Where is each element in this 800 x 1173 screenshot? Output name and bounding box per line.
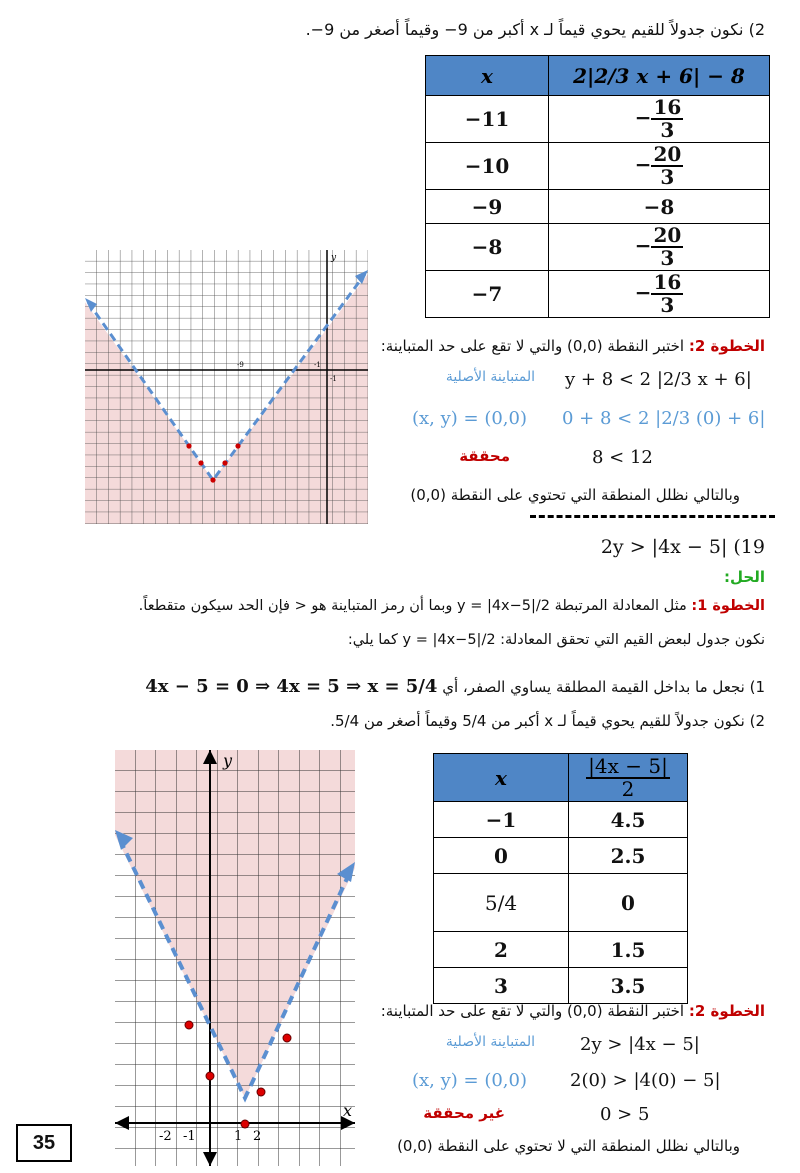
x-cell: −7 [426,271,549,318]
part1-value-table [425,55,770,318]
step-text: اختبر النقطة (0,0) والتي لا تقع على حد المتباينة: [380,1002,685,1020]
tick-label: -1 [183,1129,196,1144]
line-expr: 2y > |4x − 5| [580,1034,700,1055]
line-expr: 2(0) > |4(0) − 5| [570,1070,721,1091]
x-axis-label: x [343,1101,353,1120]
page-number: 35 [16,1124,72,1162]
x-cell: 5/4 [434,874,569,932]
tick-label: -9 [237,361,244,369]
y-cell: 3.5 [569,968,688,1004]
y-cell: − $\frac{16}{3}$ [549,96,770,143]
x-cell: −8 [426,224,549,271]
col-expr-header: $\frac{|4x - 5|}{2}$ [569,754,688,802]
solution-label: الحل: [724,568,765,586]
line-label: (x, y) = (0,0) [412,408,528,429]
part1-step2-intro [25,20,765,39]
step-label: الخطوة 2: [688,337,765,355]
conclusion-text: وبالتالي نظلل المنطقة التي لا تحتوي على النقطة (0,0) [397,1137,740,1155]
col-x-header: x [434,754,569,802]
x-cell: −9 [426,190,549,224]
part2-conclusion [300,1137,740,1155]
y-axis-label: y [223,751,233,770]
y-cell: −8 [549,190,770,224]
item-text: 1) نجعل ما بداخل القيمة المطلقة يساوي الصفر، أي [442,678,765,696]
line-expr: 0 > 5 [600,1104,650,1125]
y-cell: 1.5 [569,932,688,968]
y-cell: 4.5 [569,802,688,838]
tick-label: -1 [314,361,321,369]
line-label: غير محققة [423,1104,505,1122]
part2-item2 [5,712,765,730]
tick-label: -1 [330,375,337,383]
x-cell: −11 [426,96,549,143]
line-label: المتباينة الأصلية [445,369,535,385]
item-math: 4x − 5 = 0 ⇒ 4x = 5 ⇒ x = 5/4 [145,676,438,697]
tick-label: 2 [253,1129,262,1144]
step-label: الخطوة 2: [688,1002,765,1020]
part1-step2 [265,337,765,355]
step-text: مثل المعادلة المرتبطة y = |4x−5|/2 وبما أن رمز المتباينة هو < فإن الحد سيكون متقطعاً. [138,598,687,614]
step-text: اختبر النقطة (0,0) والتي لا تقع على حد المتباينة: [380,337,685,355]
line-expr: 0 + 8 < 2 |2/3 (0) + 6| [562,408,766,429]
y-cell: 2.5 [569,838,688,874]
y-cell: 0 [569,874,688,932]
x-cell: −1 [434,802,569,838]
col-x-header: x [426,56,549,96]
item-text: 2) نكون جدولاً للقيم يحوي قيماً لـ x أكبر من 5/4 وقيماً أصغر من 5/4. [330,712,765,730]
part2-step1 [5,598,765,614]
line-label: (x, y) = (0,0) [412,1070,528,1091]
part2-item1 [5,676,765,697]
y-cell: − $\frac{20}{3}$ [549,143,770,190]
x-cell: −10 [426,143,549,190]
part2-problem [601,536,765,558]
x-cell: 2 [434,932,569,968]
intro-text: نكون جدول لبعض القيم التي تحقق المعادلة: y = |4x−5|/2 كما يلي: [347,632,765,648]
part2-table-intro [5,632,765,648]
y-cell: − $\frac{16}{3}$ [549,271,770,318]
line-label: المتباينة الأصلية [445,1034,535,1050]
separator [530,515,775,518]
x-cell: 0 [434,838,569,874]
conclusion-text: وبالتالي نظلل المنطقة التي تحتوي على النقطة (0,0) [410,486,740,504]
part1-graph [85,250,368,524]
col-expr-header: 2|2/3 x + 6| − 8 [549,56,770,96]
line-label: محققة [459,447,510,465]
part1-conclusion [300,486,740,504]
y-axis-label: y [331,253,337,263]
part2-step2 [305,1002,765,1020]
problem-text: 2y > |4x − 5| (19 [600,536,765,558]
step-text: 2) نكون جدولاً للقيم يحوي قيماً لـ x أكبر من 9− وقيماً أصغر من 9−. [305,20,765,39]
y-cell: − $\frac{20}{3}$ [549,224,770,271]
x-cell: 3 [434,968,569,1004]
line-expr: 8 < 12 [592,447,653,468]
tick-label: 1 [234,1129,243,1144]
part2-value-table [433,753,688,1004]
step-label: الخطوة 1: [691,598,765,614]
tick-label: -2 [159,1129,172,1144]
line-expr: y + 8 < 2 |2/3 x + 6| [565,369,752,390]
part2-graph [115,750,355,1166]
